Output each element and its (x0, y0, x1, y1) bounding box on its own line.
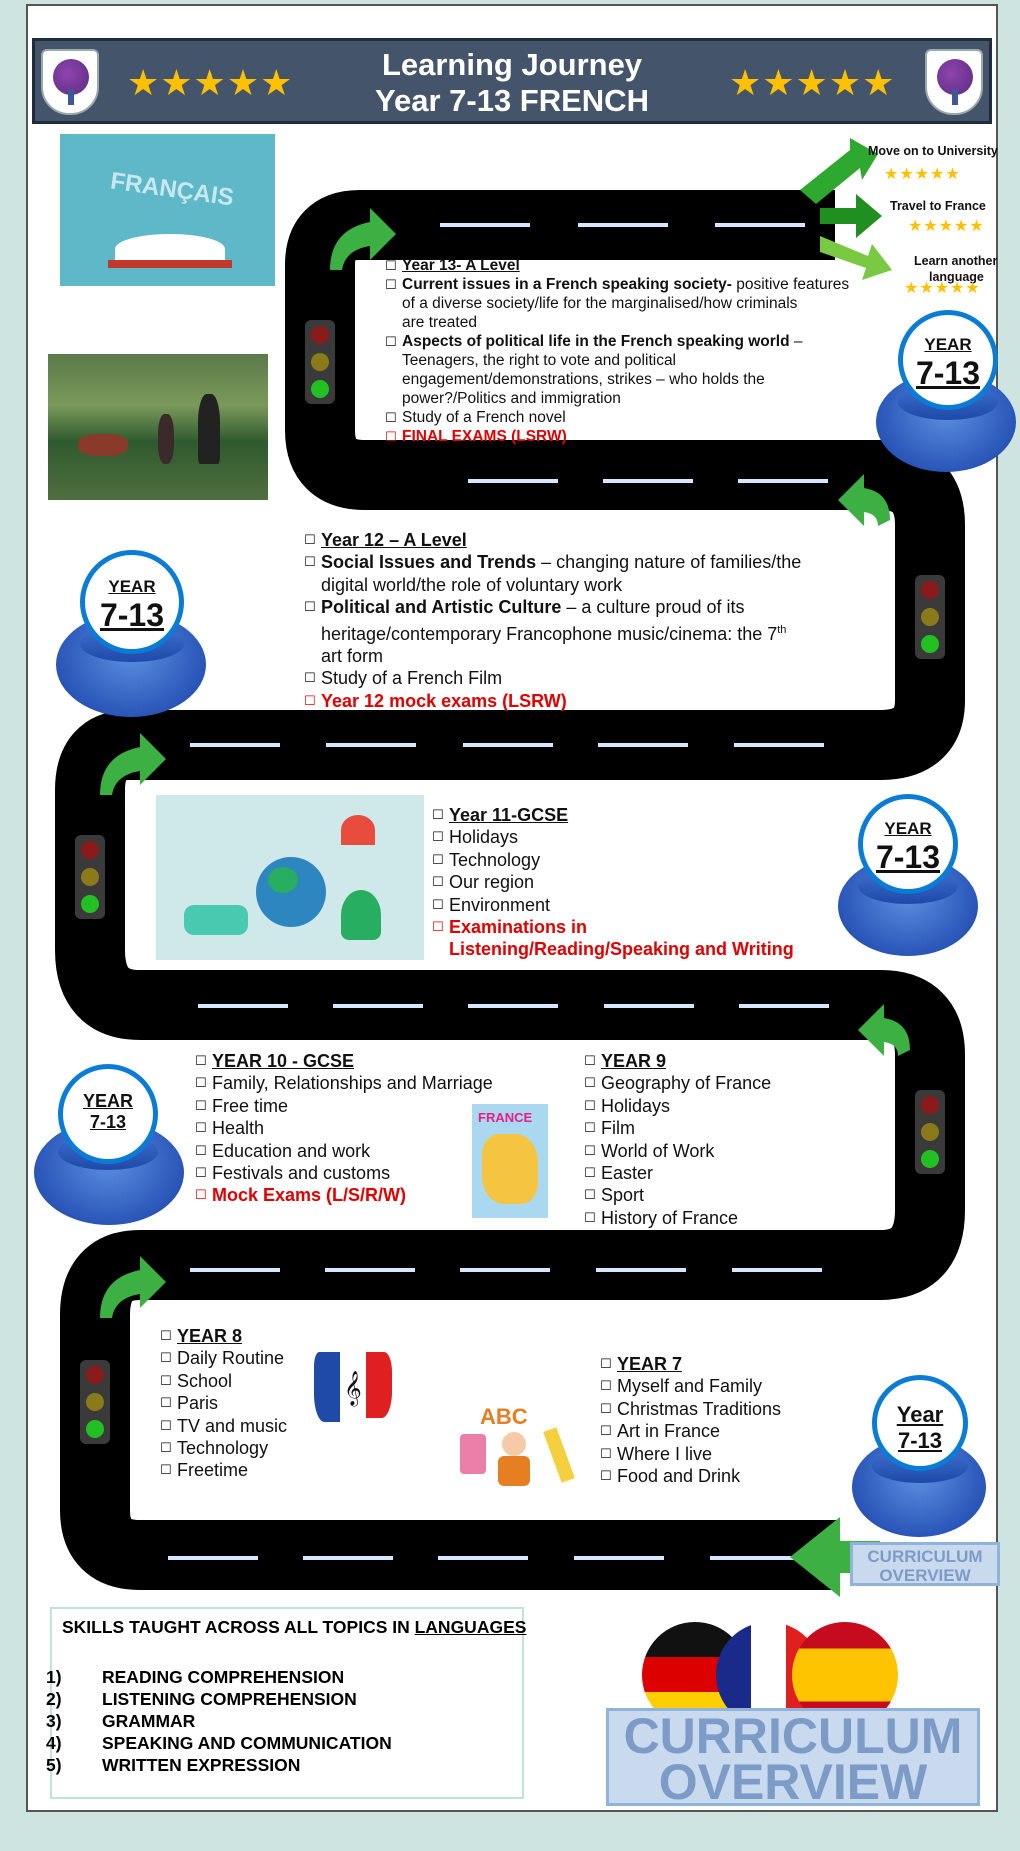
destination-learn-language-stars: ★★★★★ (904, 280, 981, 297)
year-10-topic: Free time (212, 1095, 289, 1116)
year-12-section: ☐ Year 12 – A Level ☐ Social Issues and Trends – changing nature of families/the digital world/the role of voluntary work ☐ Political and Artistic Culture – a culture proud of its heritage/contemporary Francophone music/cinema: the 7th art form ☐ Study of a French Film ☐ Year 12 mock exams (LSRW) (304, 530, 802, 711)
year-13-topic-1-text: positive features (731, 276, 850, 293)
year-7-topic: Art in France (617, 1421, 721, 1442)
skill-item: 3) GRAMMAR (46, 1711, 196, 1731)
badge-year-7-top: Year (896, 1402, 944, 1427)
badge-year-10-bottom: 7-13 (89, 1112, 127, 1132)
badge-year-11 (834, 794, 984, 964)
skills-title: SKILLS TAUGHT ACROSS ALL TOPICS IN LANGUAGES (62, 1617, 527, 1637)
badge-year-10 (30, 1058, 190, 1233)
year-13-topic-2-title: Aspects of political life in the French speaking world (402, 333, 790, 350)
seurat-painting-image (48, 354, 268, 500)
year-9-topic: Geography of France (601, 1073, 772, 1094)
badge-year-13 (872, 310, 1020, 480)
treble-clef-icon: 𝄞 (344, 1372, 362, 1405)
year-13-section: ☐ Year 13- A Level ☐ Current issues in a French speaking society- positive features of a diverse society/life for the marginalised/how criminals are treated ☐ Aspects of political life in the French speaking world – Teenagers, the right to vote and political engagement/demonstrations, strikes – who holds the power?/Politics and immigration ☐ Study of a French novel ☐ FINAL EXAMS (LSRW) (385, 257, 850, 445)
year-13-heading: Year 13- A Level (402, 257, 520, 274)
destination-learn-language-line2: language (929, 270, 984, 284)
year-12-topic-3: Study of a French Film (321, 668, 503, 689)
year-8-section: ☐ YEAR 8 ☐ Daily Routine ☐ School ☐ Paris ☐ TV and music ☐ Technology ☐ Freetime (160, 1326, 288, 1481)
destination-travel-france: Travel to France (890, 199, 986, 213)
traffic-light-icon (915, 1090, 945, 1174)
abc-kids-image (440, 1398, 586, 1490)
year-10-mock-exams: Mock Exams (L/S/R/W) (212, 1185, 407, 1206)
badge-year-7-bottom: 7-13 (897, 1428, 943, 1453)
badge-year-11-top: YEAR (884, 819, 932, 838)
environment-technology-image (156, 795, 424, 960)
year-10-section: ☐ YEAR 10 - GCSE ☐ Family, Relationships and Marriage ☐ Free time ☐ Health ☐ Education and work ☐ Festivals and customs ☐ Mock Exams (L/S/R/W) (195, 1051, 493, 1206)
abc-image-text: ABC (480, 1404, 528, 1429)
curriculum-small-line2: OVERVIEW (879, 1566, 971, 1585)
year-13-topic-1-line3: are treated (402, 314, 477, 331)
skill-item: 4) SPEAKING AND COMMUNICATION (46, 1733, 392, 1753)
year-13-topic-3: Study of a French novel (402, 409, 566, 426)
badge-year-11-bottom: 7-13 (875, 839, 941, 875)
year-11-topic: Our region (449, 872, 535, 893)
year-8-topic: Freetime (177, 1460, 249, 1481)
skill-item: 1) READING COMPREHENSION (46, 1667, 345, 1687)
year-11-topic: Technology (449, 849, 541, 870)
header-stars-right: ★★★★★ (729, 62, 896, 103)
year-7-heading: YEAR 7 (617, 1354, 683, 1374)
year-12-topic-1-title: Social Issues and Trends (321, 552, 537, 573)
year-11-exams-line1: Examinations in (449, 917, 588, 938)
header-stars-left: ★★★★★ (127, 62, 294, 103)
badge-year-12 (52, 550, 212, 725)
curriculum-overview-logo (606, 1708, 980, 1810)
page-title-line1: Learning Journey (381, 47, 643, 82)
year-7-topic: Myself and Family (617, 1376, 763, 1397)
year-11-heading: Year 11-GCSE (449, 805, 569, 825)
badge-year-13-bottom: 7-13 (915, 355, 981, 391)
year-9-section: ☐ YEAR 9 ☐ Geography of France ☐ Holidays ☐ Film ☐ World of Work ☐ Easter ☐ Sport ☐ History of France (584, 1051, 772, 1228)
traffic-light-icon (80, 1360, 110, 1444)
destination-university: Move on to University (868, 144, 998, 158)
badge-year-7 (850, 1375, 990, 1540)
skill-item: 2) LISTENING COMPREHENSION (46, 1689, 357, 1709)
year-8-topic: Daily Routine (177, 1348, 285, 1369)
badge-year-12-top: YEAR (108, 577, 156, 596)
year-10-heading: YEAR 10 - GCSE (212, 1051, 355, 1071)
year-8-topic: School (177, 1370, 233, 1391)
year-9-topic: Sport (601, 1185, 645, 1206)
curriculum-big-line2: OVERVIEW (658, 1754, 928, 1810)
year-10-topic: Festivals and customs (212, 1163, 391, 1184)
year-7-section: ☐ YEAR 7 ☐ Myself and Family ☐ Christmas Traditions ☐ Art in France ☐ Where I live ☐ Food and Drink (600, 1354, 782, 1487)
year-9-topic: Holidays (601, 1095, 671, 1116)
year-13-topic-2-line4: power?/Politics and immigration (402, 390, 621, 407)
year-12-topic-2-title: Political and Artistic Culture (321, 597, 562, 618)
year-7-topic: Where I live (617, 1443, 713, 1464)
year-11-topic: Environment (449, 894, 551, 915)
year-10-topic: Family, Relationships and Marriage (212, 1073, 493, 1094)
year-13-final-exams: FINAL EXAMS (LSRW) (402, 428, 567, 445)
year-12-topic-2-line2: heritage/contemporary Francophone music/cinema: the 7 (321, 623, 778, 644)
traffic-light-icon (75, 835, 105, 919)
year-8-topic: Paris (177, 1393, 219, 1414)
year-9-topic: Film (601, 1118, 635, 1139)
year-13-topic-1-line2: of a diverse society/life for the marginalised/how criminals (402, 295, 798, 312)
year-13-topic-2-line2: Teenagers, the right to vote and political (402, 352, 677, 369)
year-10-topic: Education and work (212, 1140, 371, 1161)
francais-book-image (60, 134, 275, 286)
badge-year-13-top: YEAR (924, 335, 972, 354)
francais-image-text: FRANÇAIS (108, 167, 236, 212)
year-13-topic-2-line3: engagement/demonstrations, strikes – who holds the (402, 371, 765, 388)
destination-learn-language-line1: Learn another (914, 254, 998, 268)
year-12-topic-2-line3: art form (321, 646, 384, 667)
year-12-topic-1-line2: digital world/the role of voluntary work (321, 574, 623, 595)
france-map-text: FRANCE (478, 1110, 533, 1125)
skill-item: 5) WRITTEN EXPRESSION (46, 1755, 301, 1775)
badge-year-12-bottom: 7-13 (99, 597, 165, 633)
year-7-topic: Christmas Traditions (617, 1398, 782, 1419)
destination-travel-stars: ★★★★★ (908, 218, 985, 235)
year-8-topic: Technology (177, 1438, 269, 1459)
year-12-mock-exams: Year 12 mock exams (LSRW) (321, 690, 567, 711)
curriculum-big-line1: CURRICULUM (623, 1708, 963, 1764)
french-flag-map-image (310, 1348, 396, 1428)
year-9-topic: World of Work (601, 1140, 715, 1161)
curriculum-overview-small-logo (850, 1542, 1000, 1586)
year-8-heading: YEAR 8 (177, 1326, 243, 1346)
skills-title-languages: LANGUAGES (414, 1617, 527, 1637)
destination-university-stars: ★★★★★ (884, 166, 961, 183)
year-9-topic: Easter (601, 1163, 654, 1184)
year-13-topic-1-title: Current issues in a French speaking society- (402, 276, 732, 293)
traffic-light-icon (915, 575, 945, 659)
badge-year-10-top: YEAR (82, 1091, 133, 1111)
traffic-light-icon (305, 320, 335, 404)
year-11-exams-line2: Listening/Reading/Speaking and Writing (449, 939, 794, 960)
year-11-section: ☐ Year 11-GCSE ☐ Holidays ☐ Technology ☐ Our region ☐ Environment ☐ Examinations in Listening/Reading/Speaking and Writing (432, 805, 794, 960)
curriculum-small-line1: CURRICULUM (867, 1547, 983, 1566)
year-9-heading: YEAR 9 (601, 1051, 667, 1071)
year-11-topic: Holidays (449, 827, 519, 848)
year-12-heading: Year 12 – A Level (321, 530, 467, 550)
year-7-topic: Food and Drink (617, 1466, 741, 1487)
page-title-line2: Year 7-13 FRENCH (375, 83, 649, 118)
year-10-topic: Health (212, 1118, 265, 1139)
year-8-topic: TV and music (177, 1415, 288, 1436)
skills-box (46, 1607, 527, 1799)
year-9-topic: History of France (601, 1207, 739, 1228)
